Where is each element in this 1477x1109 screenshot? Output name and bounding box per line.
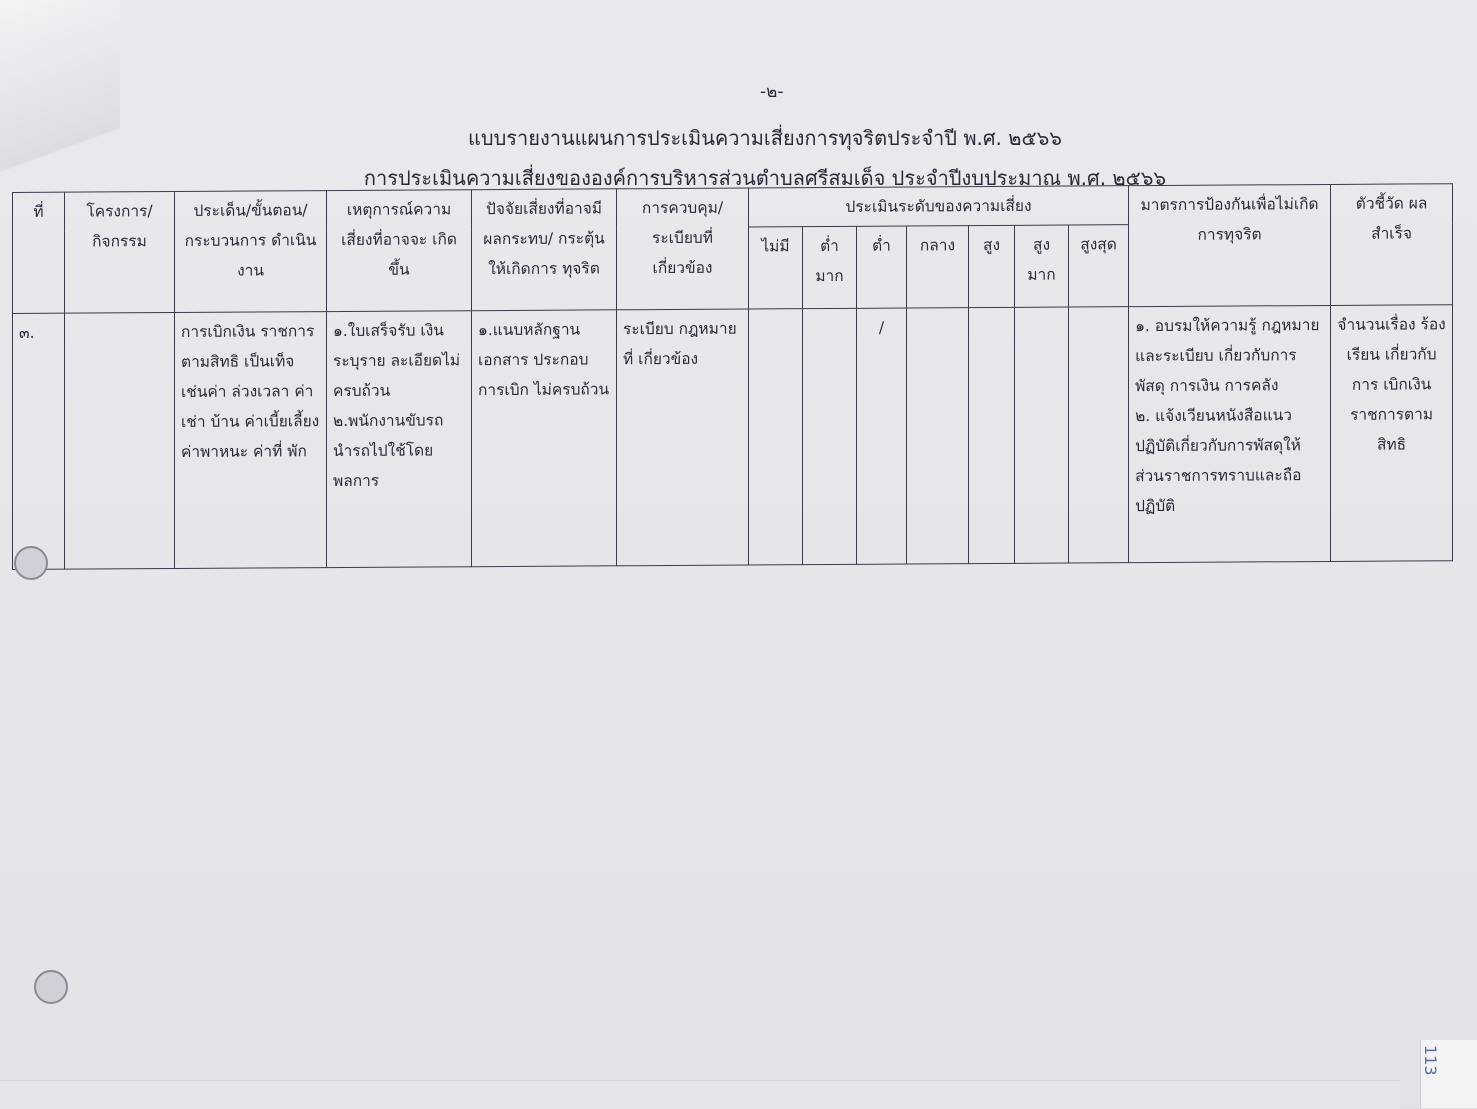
row-issue: การเบิกเงิน ราชการตามสิทธิ เป็นเท็จ เช่นค่า ล่วงเวลา ค่าเช่า บ้าน ค่าเบี้ยเลี้ยง ค่าพาหนะ ค่าที่ พัก [175, 312, 327, 569]
row-event [327, 311, 472, 568]
level-highest: สูงสุด [1069, 225, 1129, 307]
level-low: ต่ำ [857, 226, 907, 308]
measure-item-1: ๑. อบรมให้ความรู้ กฎหมายและระเบียบ เกี่ยวกับการพัสดุ การเงิน การคลัง [1135, 316, 1320, 396]
punch-hole-top [14, 546, 48, 580]
row-control: ระเบียบ กฎหมายที่ เกี่ยวข้อง [617, 309, 749, 566]
measure-item-2: ๒. แจ้งเวียนหนังสือแนว ปฏิบัติเกี่ยวกับการพัสดุให้ ส่วนราชการทราบและถือ ปฏิบัติ [1135, 406, 1302, 516]
cell-level-high [969, 307, 1015, 563]
row-indicator: จำนวนเรื่อง ร้องเรียน เกี่ยวกับการ เบิกเงิน ราชการตาม สิทธิ [1331, 305, 1453, 562]
document-title: แบบรายงานแผนการประเมินความเสี่ยงการทุจริตประจำปี พ.ศ. ๒๕๖๖ [468, 126, 1062, 150]
cell-level-very-low [803, 308, 857, 564]
document-subtitle: การประเมินความเสี่ยงขององค์การบริหารส่วนตำบลศรีสมเด็จ ประจำปีงบประมาณ พ.ศ. ๒๕๖๖ [363, 166, 1167, 190]
header-assessment: ประเมินระดับของความเสี่ยง [749, 186, 1129, 227]
level-medium: กลาง [907, 226, 969, 308]
header-measures: มาตรการป้องกันเพื่อไม่เกิด การทุจริต [1129, 184, 1331, 306]
row-project [65, 313, 175, 570]
header-project: โครงการ/ กิจกรรม [65, 192, 175, 314]
cell-level-low-mark: / [857, 308, 907, 564]
event-item-2: ๒.พนักงานขับรถ นำรถไปใช้โดย พลการ [333, 411, 444, 491]
header-event: เหตุการณ์ความ เสี่ยงที่อาจจะ เกิดขึ้น [327, 190, 472, 312]
header-no: ที่ [13, 192, 65, 313]
cell-level-none [749, 309, 803, 565]
row-measures [1129, 305, 1331, 562]
cell-level-medium [907, 308, 969, 564]
page-number: -๒- [760, 82, 784, 102]
level-very-high: สูง มาก [1015, 225, 1069, 307]
row-no: ๓. [13, 313, 65, 569]
punch-hole-bottom [34, 970, 68, 1004]
event-item-1: ๑.ใบเสร็จรับ เงินระบุราย ละเอียดไม่ ครบถ้วน [333, 321, 461, 401]
risk-assessment-table [12, 183, 1453, 570]
level-high: สูง [969, 225, 1015, 307]
cell-level-highest [1069, 307, 1129, 563]
folded-corner [0, 0, 120, 200]
cell-level-very-high [1015, 307, 1069, 563]
header-factor: ปัจจัยเสี่ยงที่อาจมี ผลกระทบ/ กระตุ้นให้เกิดการ ทุจริต [472, 189, 617, 311]
header-control: การควบคุม/ ระเบียบที่ เกี่ยวข้อง [617, 188, 749, 310]
header-indicator: ตัวชี้วัด ผลสำเร็จ [1331, 184, 1453, 306]
header-issue: ประเด็น/ขั้นตอน/ กระบวนการ ดำเนินงาน [175, 191, 327, 313]
row-factor: ๑.แนบหลักฐาน เอกสาร ประกอบการเบิก ไม่ครบถ้วน [472, 310, 617, 567]
level-very-low: ต่ำ มาก [803, 226, 857, 308]
underlying-sheet [0, 1080, 1400, 1109]
level-none: ไม่มี [749, 227, 803, 309]
edge-handwritten-number: 113 [1421, 1045, 1440, 1076]
